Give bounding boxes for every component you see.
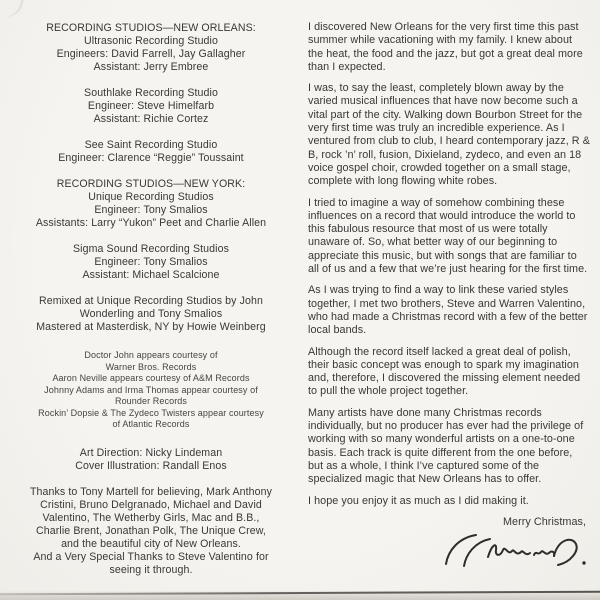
section-art-credits [12,447,290,473]
section-heading: RECORDING STUDIOS—NEW ORLEANS: [46,22,256,34]
credit-line: Ultrasonic Recording Studio [83,35,218,47]
credit-line: and the beautiful city of New Orleans. [61,537,241,550]
credit-line: And a Very Special Thanks to Steve Valentino for [33,550,269,563]
section-thanks [12,486,290,577]
credit-line: Engineers: David Farrell, Jay Gallagher [56,48,246,60]
section-southlake [12,87,290,126]
credit-line: Art Direction: Nicky Lindeman [79,446,223,459]
credit-line: seeing it through. [109,563,193,576]
credit-line: Sigma Sound Recording Studios [72,243,229,255]
closing-salutation: Merry Christmas, [503,515,586,528]
section-recording-studios-new-york [12,178,290,230]
credit-line: Assistant: Michael Scalcione [82,269,220,281]
credit-line: Engineer: Tony Smalios [94,256,208,268]
credit-line: of Atlantic Records [112,419,190,429]
credit-line: Wonderling and Tony Smalios [79,308,223,320]
section-label-courtesies [12,350,290,431]
credit-line: Remixed at Unique Recording Studios by John [39,295,263,307]
section-remix-master [12,295,290,334]
credit-line: Cover Illustration: Randall Enos [75,459,227,472]
credit-line: Thanks to Tony Martell for believing, Mark Anthony [29,485,273,498]
credit-line: Rockin’ Dopsie & The Zydeco Twisters appear courtesy [38,407,264,418]
signature-john-w [308,529,590,573]
credit-line: Engineer: Clarence “Reggie” Toussaint [58,152,244,164]
paragraph: Many artists have done many Christmas records individually, but no producer has ever had the privilege of working with so many wonderful artists on a one-to-one basis. Each track is quite different from the one before, but as a whole, I think I’ve captured some of the specialized magic that New Orleans has to offer. [308,406,584,486]
credit-line: Assistant: Richie Cortez [93,113,209,125]
paragraph: I tried to imagine a way of somehow combining these influences on a record that would introduce the world to this fabulous resource that most of us were totally unaware of. So, what better way of our beginning to appreciate this music, but with songs that are familiar to all of us and a few that we’re just hearing for the first time. [308,196,588,276]
credit-line: Assistants: Larry “Yukon” Peet and Charlie Allen [35,217,267,229]
credit-line: Valentino, The Wetherby Girls, Mac and B.B., [42,511,260,524]
credit-line: Assistant: Jerry Embree [93,61,209,73]
credit-line: Engineer: Tony Smalios [94,204,208,216]
credit-line: Doctor John appears courtesy of [84,350,218,360]
signature-icon [438,527,590,569]
scan-artifact [0,0,25,21]
page-bottom-edge [0,591,600,600]
section-recording-studios-new-orleans [12,22,290,74]
credit-line: Warner Bros. Records [105,361,197,372]
paragraph: I hope you enjoy it as much as I did making it. [308,494,529,507]
paragraph: Although the record itself lacked a great deal of polish, their basic concept was enough to spark my imagination and, therefore, I discovered the missing element needed to pull the whole project together. [308,345,581,398]
section-heading: RECORDING STUDIOS—NEW YORK: [56,178,246,190]
credit-line: Rounder Records [114,396,188,406]
credits-column [12,22,290,590]
credit-line: Cristini, Bruno Delgranado, Michael and David [40,498,262,511]
section-see-saint [12,139,290,165]
credit-line: Southlake Recording Studio [84,87,218,99]
section-sigma-sound [12,243,290,282]
paragraph: I was, to say the least, completely blown away by the varied musical influences that have now become such a vital part of the city. Walking down Bourbon Street for the very first time was truly an incredible experience. As I ventured from club to club, I heard contemporary jazz, R & B, rock ’n’ roll, fusion, Dixieland, zydeco, and even an 18 voice gospel choir, crowded together on a small stage, complete with long flowing white robes. [308,82,590,188]
credit-line: Johnny Adams and Irma Thomas appear courtesy of [44,384,258,395]
paragraph: As I was trying to find a way to link these varied styles together, I met two brothers, Steve and Warren Valentino, who had made a Christmas record with a few of the better local bands. [308,284,588,337]
paragraph: I discovered New Orleans for the very first time this past summer while vacationing with my family. I knew about the heat, the food and the jazz, but got a great deal more than I expected. [308,21,583,73]
credit-line: Charlie Brent, Jonathan Polk, The Unique Crew, [36,524,266,537]
credit-line: Engineer: Steve Himelfarb [87,100,215,112]
credit-line: Aaron Neville appears courtesy of A&M Records [52,373,250,383]
credit-line: See Saint Recording Studio [84,139,218,151]
credit-line: Mastered at Masterdisk, NY by Howie Weinberg [36,321,266,333]
producer-note-column [308,21,590,573]
credit-line: Unique Recording Studios [88,191,214,203]
